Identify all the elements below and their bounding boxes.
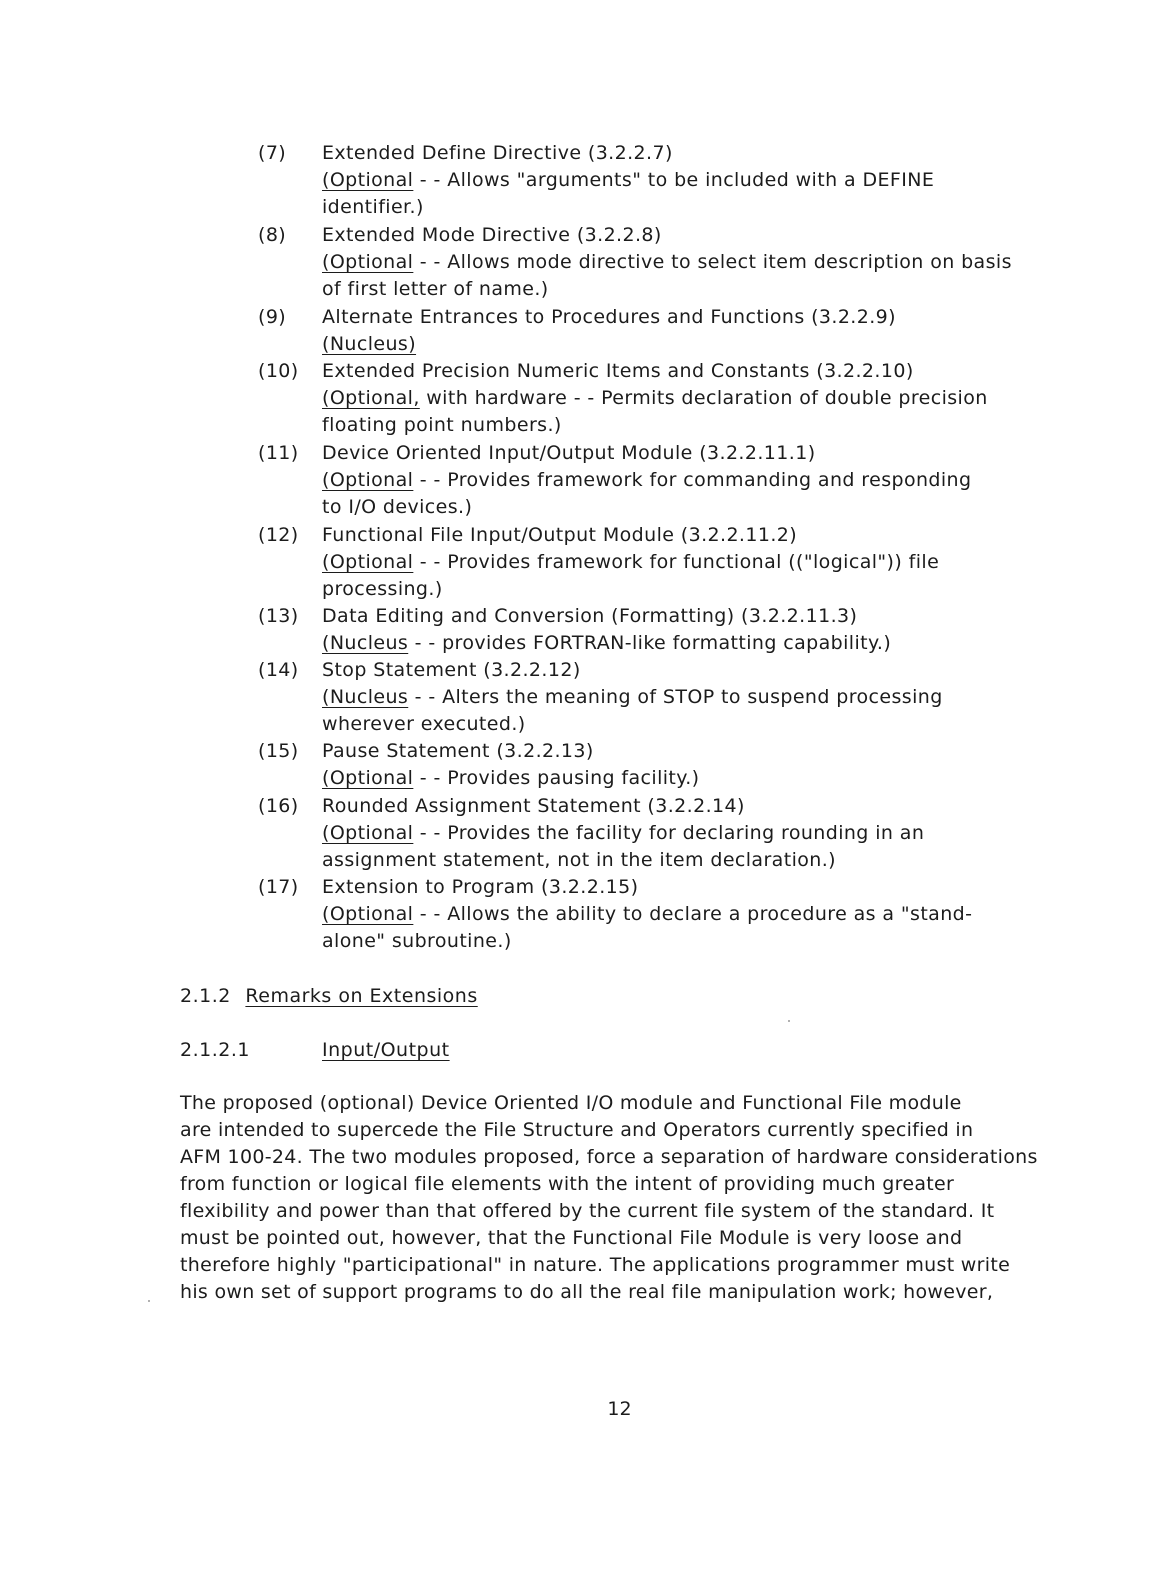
item-status: (Optional: [322, 469, 414, 491]
item-continuation: floating point numbers.): [322, 414, 562, 436]
item-description: [322, 765, 699, 792]
item-number: (10): [258, 360, 299, 382]
subsection-heading: [180, 1037, 250, 1064]
item-title: Functional File Input/Output Module (3.2.2.11.2): [322, 524, 798, 546]
scan-speck: [788, 1020, 790, 1022]
item-continuation: wherever executed.): [322, 713, 526, 735]
item-status: (Optional: [322, 767, 414, 789]
item-title: Extended Mode Directive (3.2.2.8): [322, 224, 662, 246]
item-description: [322, 684, 943, 711]
item-number: (8): [258, 224, 287, 246]
item-number: (9): [258, 306, 287, 328]
item-desc-text: - - provides FORTRAN-like formatting capability.): [408, 632, 892, 654]
item-title: Rounded Assignment Statement (3.2.2.14): [322, 795, 745, 817]
item-number: (15): [258, 740, 299, 762]
item-title: Data Editing and Conversion (Formatting) (3.2.2.11.3): [322, 605, 858, 627]
item-desc-text: - - Allows mode directive to select item description on basis: [413, 251, 1012, 273]
paragraph-line: his own set of support programs to do all the real file manipulation work; however,: [180, 1281, 994, 1303]
subsection-number: 2.1.2.1: [180, 1039, 250, 1061]
item-status: (Nucleus: [322, 632, 409, 654]
paragraph-line: are intended to supercede the File Structure and Operators currently specified in: [180, 1119, 974, 1141]
paragraph-line: AFM 100-24. The two modules proposed, force a separation of hardware considerations: [180, 1146, 1038, 1168]
paragraph-line: flexibility and power than that offered by the current file system of the standard. It: [180, 1200, 995, 1222]
subsection-title: Input/Output: [322, 1039, 450, 1061]
item-status: (Nucleus: [322, 686, 409, 708]
item-description: [322, 467, 971, 494]
paragraph-line: must be pointed out, however, that the Functional File Module is very loose and: [180, 1227, 963, 1249]
section-number: 2.1.2: [180, 985, 231, 1007]
paragraph-line: The proposed (optional) Device Oriented I/O module and Functional File module: [180, 1092, 962, 1114]
item-continuation: processing.): [322, 578, 443, 600]
item-title: Extension to Program (3.2.2.15): [322, 876, 639, 898]
item-number: (16): [258, 795, 299, 817]
paragraph-line: therefore highly "participational" in nature. The applications programmer must write: [180, 1254, 1011, 1276]
item-desc-text: - - Allows the ability to declare a procedure as a "stand-: [413, 903, 973, 925]
item-description: [322, 820, 924, 847]
item-description: [322, 549, 939, 576]
item-desc-text: - - Provides framework for commanding and responding: [413, 469, 972, 491]
item-title: Extended Define Directive (3.2.2.7): [322, 142, 673, 164]
item-description: [322, 385, 988, 412]
body-paragraph: [180, 1090, 1060, 1306]
item-number: (13): [258, 605, 299, 627]
item-continuation: to I/O devices.): [322, 496, 473, 518]
item-status: (Optional: [322, 822, 414, 844]
item-number: (17): [258, 876, 299, 898]
section-heading: [180, 983, 478, 1010]
item-desc-text: with hardware - - Permits declaration of double precision: [419, 387, 988, 409]
item-number: (14): [258, 659, 299, 681]
item-status: (Optional: [322, 169, 414, 191]
page-number: 12: [607, 1398, 632, 1420]
item-continuation: identifier.): [322, 196, 424, 218]
item-desc-text: - - Alters the meaning of STOP to suspend processing: [408, 686, 943, 708]
item-number: (11): [258, 442, 299, 464]
item-description: [322, 331, 416, 358]
item-status: (Nucleus): [322, 333, 417, 355]
item-title: Extended Precision Numeric Items and Constants (3.2.2.10): [322, 360, 914, 382]
scan-speck: [148, 1300, 150, 1302]
item-continuation: assignment statement, not in the item declaration.): [322, 849, 836, 871]
item-number: (7): [258, 142, 287, 164]
item-status: (Optional,: [322, 387, 420, 409]
item-continuation: alone" subroutine.): [322, 930, 512, 952]
item-desc-text: - - Provides framework for functional (("logical")) file: [413, 551, 940, 573]
item-continuation: of first letter of name.): [322, 278, 549, 300]
item-desc-text: - - Allows "arguments" to be included with a DEFINE: [413, 169, 935, 191]
item-description: [322, 249, 1012, 276]
item-title: Stop Statement (3.2.2.12): [322, 659, 581, 681]
item-status: (Optional: [322, 551, 414, 573]
item-status: (Optional: [322, 903, 414, 925]
item-description: [322, 167, 934, 194]
item-desc-text: - - Provides pausing facility.): [413, 767, 700, 789]
item-desc-text: - - Provides the facility for declaring rounding in an: [413, 822, 925, 844]
item-description: [322, 901, 972, 928]
section-title: Remarks on Extensions: [245, 985, 478, 1007]
paragraph-line: from function or logical file elements with the intent of providing much greater: [180, 1173, 955, 1195]
subsection-title-wrap: [322, 1037, 450, 1064]
item-title: Alternate Entrances to Procedures and Functions (3.2.2.9): [322, 306, 896, 328]
item-status: (Optional: [322, 251, 414, 273]
item-number: (12): [258, 524, 299, 546]
item-title: Device Oriented Input/Output Module (3.2.2.11.1): [322, 442, 816, 464]
item-description: [322, 630, 891, 657]
item-title: Pause Statement (3.2.2.13): [322, 740, 594, 762]
